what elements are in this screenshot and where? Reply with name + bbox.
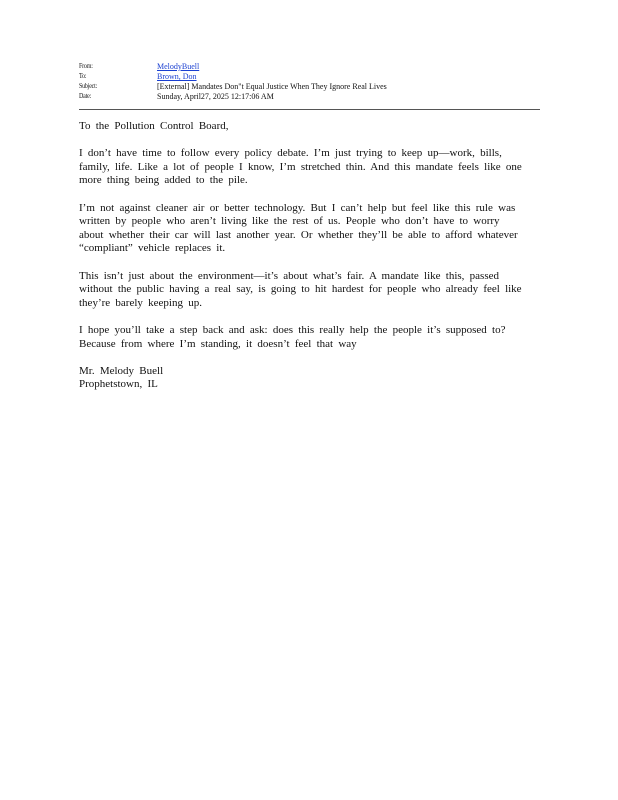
date-row bbox=[79, 92, 540, 102]
paragraph-1: I don’t have time to follow every policy debate. I’m just trying to keep up—work, bills, family, life. Like a lot of people I know, I’m stretched thin. And this mandate feels like one more thing being added to the pile. bbox=[79, 147, 528, 187]
signature-block bbox=[79, 365, 525, 392]
paragraph-3: This isn’t just about the environment—it’s about what’s fair. A mandate like this, passed without the public having a real say, is going to hit hardest for people who already feel like they’re barely keeping up. bbox=[79, 269, 527, 309]
date-value: Sunday, April27, 2025 12:17:06 AM bbox=[157, 92, 274, 101]
signature-name: Mr. Melody Buell bbox=[79, 364, 164, 377]
salutation: To the Pollution Control Board, bbox=[79, 120, 229, 132]
paragraph-2: I’m not against cleaner air or better technology. But I can’t help but feel like this rule was written by people who aren’t living like the rest of us. People who don’t have to worry about whether their car will last another year. Or whether they’ll be able to afford whatever “compliant” vehicle replaces it. bbox=[79, 201, 523, 255]
subject-label: Subject: bbox=[79, 83, 98, 91]
subject-value: [External] Mandates Don"t Equal Justice When They Ignore Real Lives bbox=[157, 82, 387, 91]
email-header bbox=[79, 62, 540, 102]
signature-location: Prophetstown, IL bbox=[79, 378, 158, 391]
date-label: Date: bbox=[79, 93, 91, 101]
header-divider bbox=[79, 109, 540, 110]
from-label: From: bbox=[79, 63, 93, 71]
from-sender-link[interactable]: MelodyBuell bbox=[157, 62, 200, 71]
to-recipient-link[interactable]: Brown, Don bbox=[157, 72, 197, 81]
paragraph-4: I hope you’ll take a step back and ask: does this really help the people it’s supposed to? Because from where I’m standing, it doesn’t feel that way bbox=[79, 323, 511, 350]
letter-body bbox=[79, 120, 528, 392]
to-label: To: bbox=[79, 73, 87, 81]
